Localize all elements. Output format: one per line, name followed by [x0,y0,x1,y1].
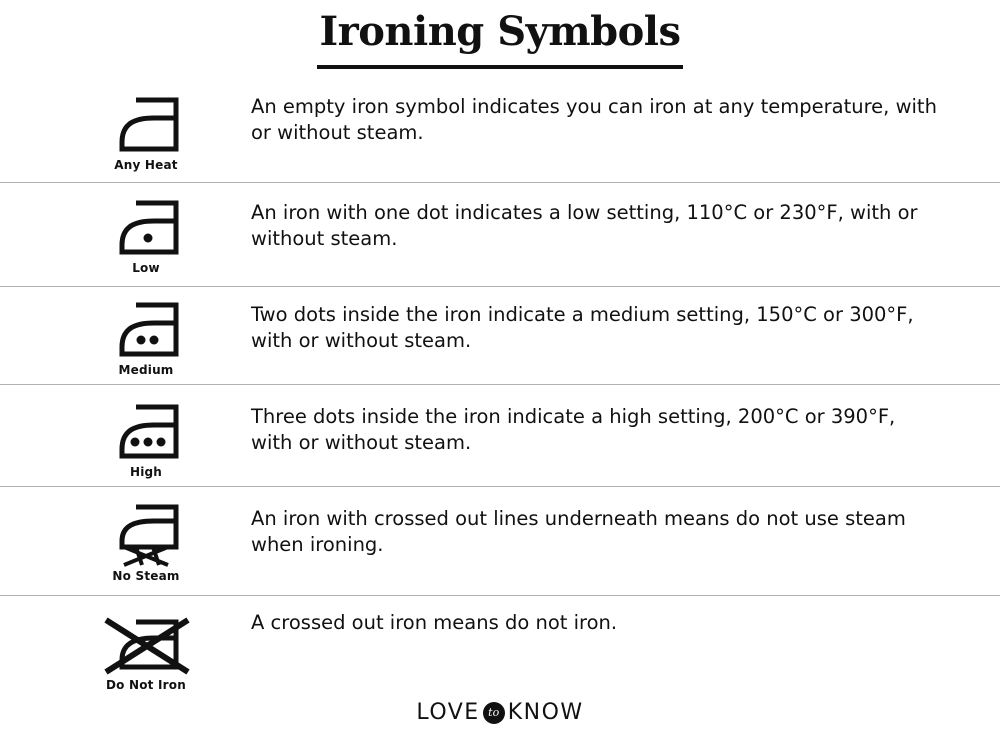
symbol-cell [96,299,196,377]
symbol-cell [96,503,196,583]
iron-three-dots-icon [106,401,186,463]
symbol-label: Medium [118,363,174,377]
iron-one-dot-icon [106,197,186,259]
lovetoknow-logo [0,700,1000,725]
page-title: Ironing Symbols [317,6,682,69]
symbol-row-do-not-iron [0,596,1000,696]
dot-icon [144,234,153,243]
logo-mark-icon: to [483,702,505,724]
symbol-label: Low [132,261,160,275]
dot-icon [157,438,166,447]
symbol-description: An empty iron symbol indicates you can iron at any temperature, with or without steam. [251,95,937,144]
symbol-description: An iron with one dot indicates a low setting, 110°C or 230°F, with or without steam. [251,201,918,250]
symbol-label: High [129,465,163,479]
dot-icon [137,336,146,345]
symbol-row-low [0,183,1000,287]
symbol-cell [96,197,196,275]
symbol-description: Three dots inside the iron indicate a high setting, 200°C or 390°F, with or without steam. [251,405,896,454]
symbol-label: Do Not Iron [106,678,186,692]
logo-text-right: KNOW [507,700,584,725]
iron-two-dots-icon [106,299,186,361]
symbol-cell [96,401,196,479]
iron-no-steam-icon [106,503,186,567]
symbol-label: No Steam [112,569,180,583]
symbol-row-medium [0,287,1000,385]
symbol-description: An iron with crossed out lines underneath means do not use steam when ironing. [251,507,906,556]
iron-icon [106,94,186,156]
dot-icon [131,438,140,447]
symbol-description: Two dots inside the iron indicate a medium setting, 150°C or 300°F, with or without steam. [251,303,914,352]
dot-icon [150,336,159,345]
iron-crossed-out-icon [100,614,192,676]
logo-text-left: LOVE [416,700,480,725]
symbol-cell [96,614,196,692]
symbol-cell [96,94,196,172]
title-container [0,6,1000,69]
symbol-label: Any Heat [114,158,178,172]
symbol-row-any-heat [0,90,1000,183]
symbol-row-high [0,385,1000,487]
symbol-description: A crossed out iron means do not iron. [251,611,618,634]
symbol-row-no-steam [0,487,1000,596]
dot-icon [144,438,153,447]
